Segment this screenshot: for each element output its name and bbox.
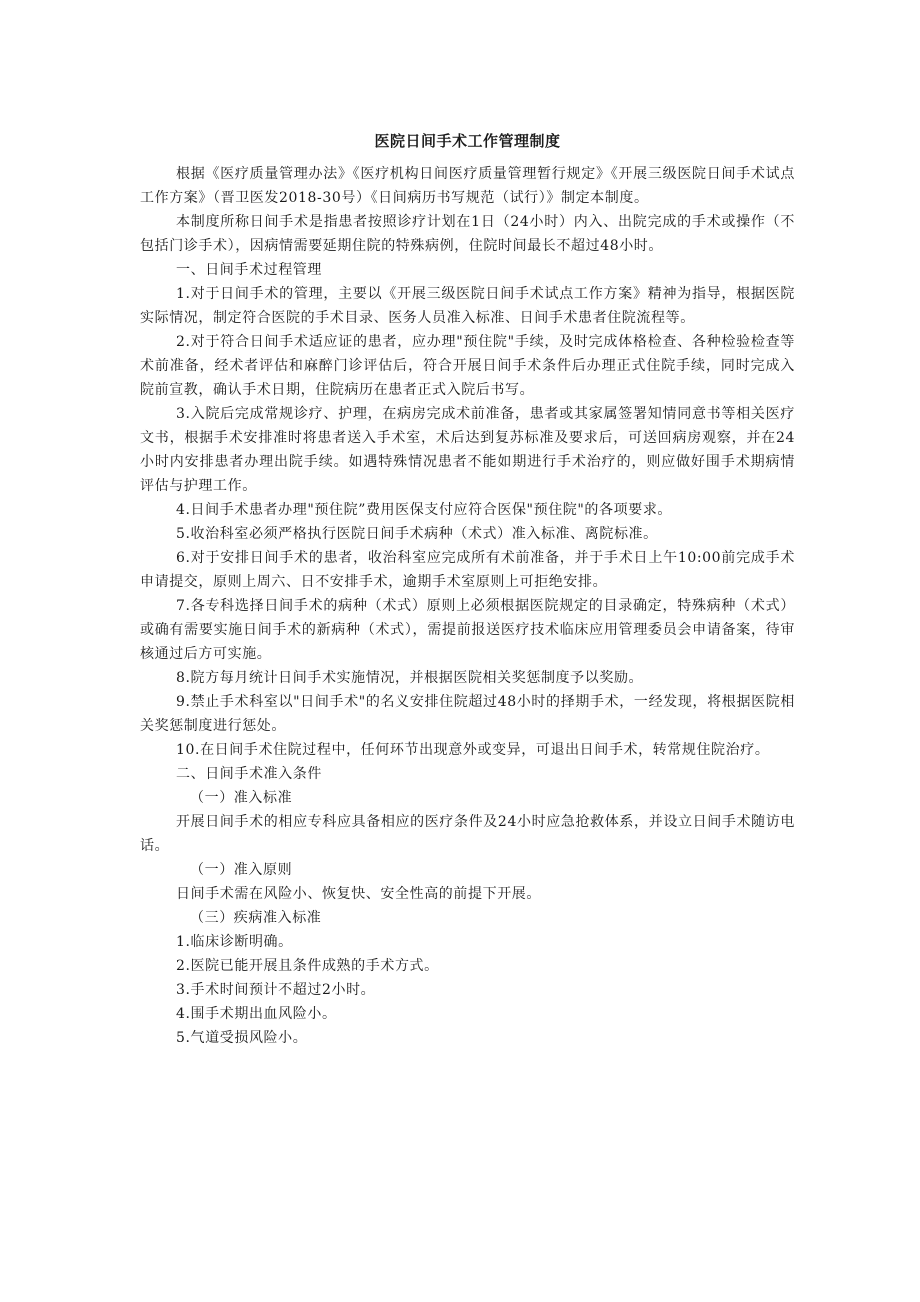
list-item: 5.收治科室必须严格执行医院日间手术病种（术式）准入标准、离院标准。 <box>176 526 658 542</box>
list-item: 3.手术时间预计不超过2小时。 <box>176 982 376 998</box>
list-item: 2.医院已能开展且条件成熟的手术方式。 <box>176 958 439 974</box>
list-item: 6.对于安排日间手术的患者，收治科室应完成所有术前准备，并于手术日上午10:00前完成手术申请提交，原则上周六、日不安排手术，逾期手术室原则上可拒绝安排。 <box>140 550 795 590</box>
section-heading: 二、日间手术准入条件 <box>176 766 322 782</box>
list-item: 2.对于符合日间手术适应证的患者，应办理"预住院"手续，及时完成体格检查、各种检验检查等术前准备，经术者评估和麻醉门诊评估后，符合开展日间手术条件后办理正式住院手续，同时完成入院前宣教，确认手术日期，住院病历在患者正式入院后书写。 <box>140 334 795 398</box>
subsection-text: 开展日间手术的相应专科应具备相应的医疗条件及24小时应急抢救体系，并设立日间手术随访电话。 <box>140 814 795 854</box>
subsection-heading: （一）准入标准 <box>190 790 293 806</box>
list-item: 8.院方每月统计日间手术实施情况，并根据医院相关奖惩制度予以奖励。 <box>176 670 644 686</box>
list-item: 1.临床诊断明确。 <box>176 934 293 950</box>
list-item: 3.入院后完成常规诊疗、护理，在病房完成术前准备，患者或其家属签署知情同意书等相关医疗文书，根据手术安排准时将患者送入手术室，术后达到复苏标准及要求后，可送回病房观察，并在24小时内安排患者办理出院手续。如遇特殊情况患者不能如期进行手术治疗的，则应做好围手术期病情评估与护理工作。 <box>140 406 795 494</box>
list-item: 10.在日间手术住院过程中，任何环节出现意外或变异，可退出日间手术，转常规住院治疗。 <box>176 742 770 758</box>
subsection-heading: （三）疾病准入标准 <box>190 910 322 926</box>
document-title: 医院日间手术工作管理制度 <box>374 132 561 150</box>
document-page <box>140 128 795 1050</box>
intro-paragraph: 本制度所称日间手术是指患者按照诊疗计划在1日（24小时）内入、出院完成的手术或操作（不包括门诊手术），因病情需要延期住院的特殊病例，住院时间最长不超过48小时。 <box>140 214 795 254</box>
list-item: 1.对于日间手术的管理，主要以《开展三级医院日间手术试点工作方案》精神为指导，根据医院实际情况，制定符合医院的手术目录、医务人员准入标准、日间手术患者住院流程等。 <box>140 286 795 326</box>
intro-paragraph: 根据《医疗质量管理办法》《医疗机构日间医疗质量管理暂行规定》《开展三级医院日间手术试点工作方案》（晋卫医发2018-30号）《日间病历书写规范（试行）》制定本制度。 <box>140 166 795 206</box>
subsection-text: 日间手术需在风险小、恢复快、安全性高的前提下开展。 <box>176 886 541 902</box>
subsection-heading: （一）准入原则 <box>190 862 293 878</box>
list-item: 4.围手术期出血风险小。 <box>176 1006 337 1022</box>
list-item: 4.日间手术患者办理"预住院”费用医保支付应符合医保"预住院"的各项要求。 <box>176 502 673 518</box>
section-heading: 一、日间手术过程管理 <box>176 262 322 278</box>
list-item: 9.禁止手术科室以"日间手术"的名义安排住院超过48小时的择期手术，一经发现，将根据医院相关奖惩制度进行惩处。 <box>140 694 795 734</box>
list-item: 5.气道受损风险小。 <box>176 1030 308 1046</box>
list-item: 7.各专科选择日间手术的病种（术式）原则上必须根据医院规定的目录确定，特殊病种（术式）或确有需要实施日间手术的新病种（术式），需提前报送医疗技术临床应用管理委员会申请备案，待审核通过后方可实施。 <box>140 598 795 662</box>
